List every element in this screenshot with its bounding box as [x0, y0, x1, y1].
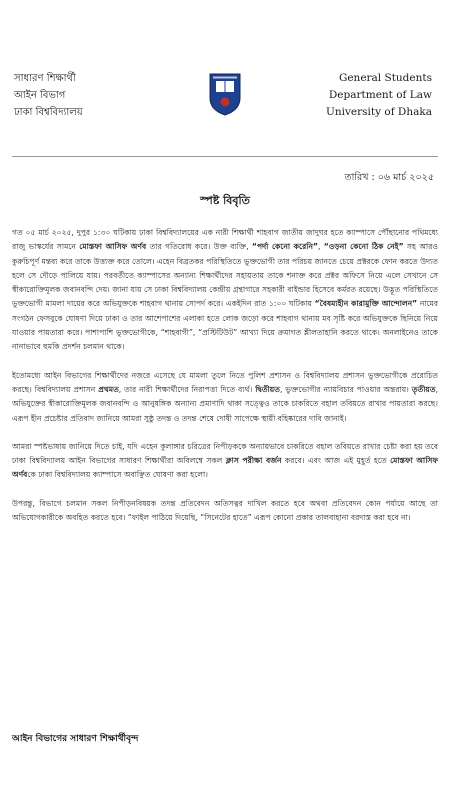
para2-text: , তার নারী শিক্ষার্থীদের নিরাপত্তা দিতে ব্যর্থ। — [118, 384, 256, 394]
para1-text: তার গতিরোধ করে। উক্ত ব্যক্তি, — [146, 242, 252, 252]
paragraph-4 — [12, 497, 438, 526]
para2-bold: প্রথমত — [98, 384, 119, 394]
para3-text: করবে। এবং আজ এই মুহূর্ত হতে — [281, 456, 391, 466]
paragraph-1 — [12, 226, 438, 355]
paragraph-2 — [12, 369, 438, 426]
statement-body — [12, 226, 438, 539]
para1-bold: “বৈষম্যহীন কারামুক্তি আন্দোলন” — [314, 299, 418, 309]
para1-text: , — [317, 242, 324, 252]
university-crest-icon — [207, 72, 243, 116]
signature-line: আইন বিভাগের সাধারণ শিক্ষার্থীবৃন্দ — [12, 734, 139, 744]
para1-text: নামের সংগঠন ফেসবুকে ঘোষণা দিয়ে ঢাকা ও তার আশেপাশের এলাকা হতে লোক জড়ো করে শাহবাগ থানায় মব সৃষ্টি করে অভিযুক্তকে ছিনিয়ে নিয়ে যাওয়ার পায়তারা করে। পাশাপাশি ভুক্তভোগীকে, “শাহবাগী”, “প্রস্টিটিউট” আখ্যা দিয়ে ক্রমাগত শ্লীলতাহানি করতে থাকে। অনলাইনেও তাকে নানাভাবে হুমকি প্রদর্শন চলমান থাকে। — [12, 299, 439, 352]
para3-text: আমরা স্পষ্টভাষায় জানিয়ে দিতে চাই, যদি এহেন কুলাঙ্গার চরিত্রের নিপীড়ককে অন্যায়ভাবে চাকরিতে বহাল তবিয়তে রাখার চেষ্টা করা হয় তবে ঢাকা বিশ্ববিদ্যালয় আইন বিভাগের সাধারণ শিক্ষার্থীরা অবিলম্বে সকল — [12, 441, 438, 466]
para3-text: কে ঢাকা বিশ্ববিদ্যালয় ক্যাম্পাসে অবাঞ্ছিত ঘোষণা করা হলো। — [27, 470, 208, 480]
header-left-block — [14, 70, 83, 121]
para1-text: গত ০৫ মার্চ ২০২৫, দুপুর ১:৩০ ঘটিকায় ঢাকা বিশ্ববিদ্যালয়ের এক নারী শিক্ষার্থী শাহবাগ জাতীয় জাদুঘর হতে ক্যাম্পাসে পৌঁছানোর পথিমধ্যে রাজু ভাস্কর্যের সামনে — [12, 228, 438, 252]
para4-text: উপরন্তু, বিভাগে চলমান সকল নিপীড়নবিষয়ক তদন্ত প্রতিবেদন অতিসত্বর দাখিল করতে হবে অথবা প্রতিবেদন কোন পর্যায়ে আছে তা অভিযোগকারীকে অবহিত করতে হবে। “ফাইল পাঠিয়ে দিয়েছি, “সিনেটের হাতে” এরূপ কোনো প্রকার তালবাহানা বরদাস্ত করা হবে না। — [12, 498, 438, 523]
para1-bold: মোস্তফা আসিফ অর্ণব — [79, 242, 147, 252]
header-right-line3: University of Dhaka — [326, 106, 432, 118]
header-right-line1: General Students — [338, 72, 432, 84]
para1-bold: “পর্দা কেনো করেনি” — [252, 242, 318, 252]
header-right-line2: Department of Law — [328, 89, 432, 101]
para3-bold: মোস্তফা আসিফ অর্ণব — [12, 456, 438, 480]
statement-title: স্পষ্ট বিবৃতি — [200, 194, 250, 207]
para3-bold: ক্লাস পরীক্ষা বর্জন — [225, 456, 282, 466]
para2-bold: তৃতীয়ত — [411, 384, 436, 394]
para2-text: , অভিযুক্তের স্বীকারোক্তিমূলক জবানবন্দি ও আনুষঙ্গিক অন্যান্য প্রমাণাদি থাকা সত্ত্বেও তাকে চাকরিতে বহাল তবিয়তে রাখার পায়তারা করছে। এরূপ হীন প্রচেষ্টার প্রতিবাদ জানিয়ে আমরা সুষ্ঠু তদন্ত ও তদন্ত শেষে দোষী সাপেক্ষে স্থায়ী বহিষ্কারের দাবি জানাই। — [12, 384, 439, 423]
header-divider — [12, 156, 438, 157]
para2-text: , ভুক্তভোগীর ন্যায়বিচার পাওয়ার অন্তরায়। — [279, 384, 412, 394]
header-left-line1: সাধারণ শিক্ষার্থী — [14, 73, 76, 84]
header-left-line3: ঢাকা বিশ্ববিদ্যালয় — [14, 107, 83, 118]
para2-text: ইতোমধ্যে আইন বিভাগের শিক্ষার্থীদের নজরে এসেছে যে মামলা তুলে নিতে পুলিশ প্রশাসন ও বিশ্ববিদ্যালয় প্রশাসন ভুক্তভোগীকে প্ররোচিত করছে। বিশ্ববিদ্যালয় প্রশাসন — [12, 370, 438, 394]
para1-bold: “ওড়না কেনো ঠিক নেই” — [323, 242, 404, 252]
header-right-block — [326, 70, 432, 121]
header-left-line2: আইন বিভাগ — [14, 90, 66, 101]
para1-text: সহ আরও কুরুচিপূর্ণ মন্তব্য করে তাকে উত্ত্যক্ত করে তোলে। এহেন বিব্রতকর পরিস্থিতিতে ভুক্তভোগী তার পরিচয় জানতে চেয়ে প্রক্টরকে ফোন করতে উদ্যত হলে সে দৌড়ে পালিয়ে যায়। পরবর্তীতে ক্যাম্পাসের অন্যান্য শিক্ষার্থীদের সহায়তায় তাকে শনাক্ত করে প্রক্টর অফিসে নিয়ে এলে সেখানে সে স্বীকারোক্তিমূলক জবানবন্দি দেয়। জানা যায় সে ঢাকা বিশ্ববিদ্যালয় কেন্দ্রীয় গ্রন্থাগারে সহকারী বাইন্ডার হিসেবে কর্মরত রয়েছে। উদ্ভূত পরিস্থিতিতে ভুক্তভোগী মামলা দায়ের করে অভিযুক্তকে শাহবাগ থানায় সোপর্দ করে। একইদিন রাত ১:০০ ঘটিকায় — [12, 242, 438, 309]
para2-bold: দ্বিতীয়ত — [255, 384, 280, 394]
paragraph-3 — [12, 440, 438, 483]
date-line: তারিখ : ০৬ মার্চ ২০২৫ — [344, 172, 434, 183]
